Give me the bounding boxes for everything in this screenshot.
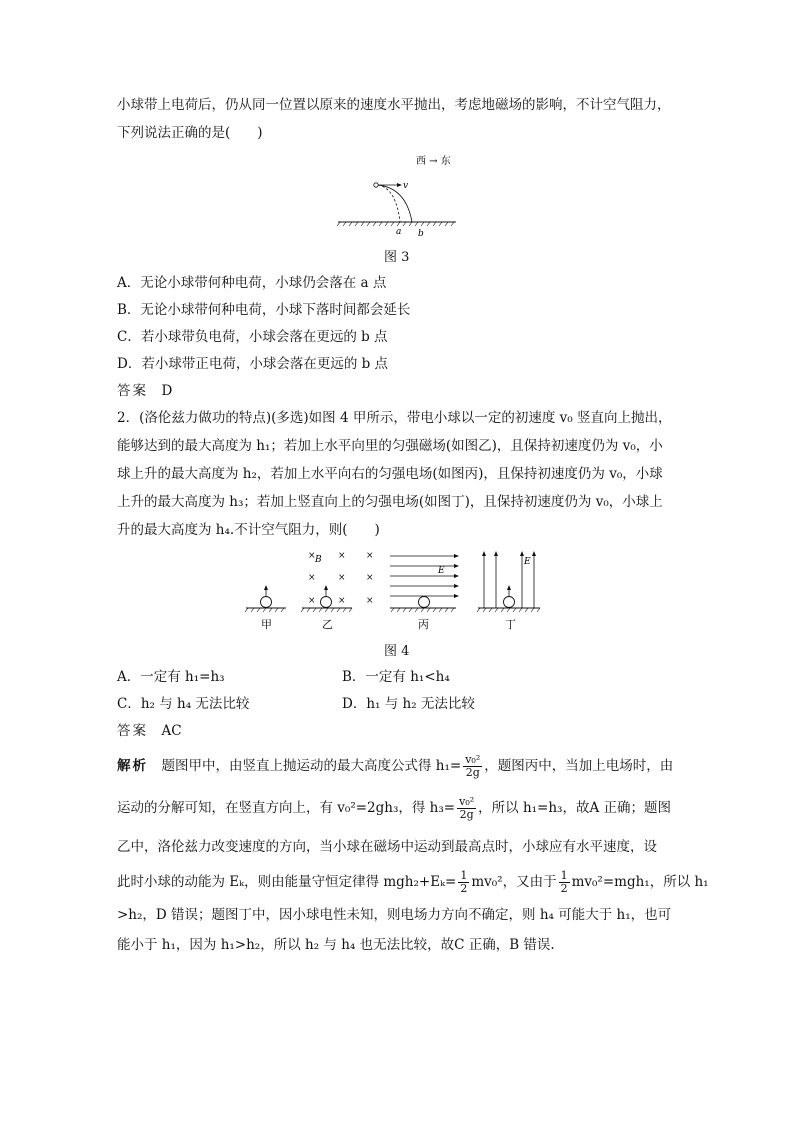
analysis-line-6: 能小于 h₁，因为 h₁>h₂，所以 h₂ 与 h₄ 也无法比较，故C 正确，B 错误. <box>117 937 555 953</box>
svg-text:×: × <box>338 551 346 561</box>
velocity-label: v <box>403 181 409 191</box>
fraction-numerator: 1 <box>460 869 468 882</box>
label-bing: 丙 <box>418 618 429 631</box>
q2-stem-line-2: 能够达到的最大高度为 h₁；若加上水平向里的匀强磁场(如图乙)，且保持初速度仍为 v₀，小 <box>117 438 663 454</box>
answer-value: AC <box>161 723 182 739</box>
analysis-text: 运动的分解可知，在竖直方向上，有 v₀²=2gh₃，得 h₃= <box>117 800 456 816</box>
analysis-text: ，题图丙中，当加上电场时，由 <box>484 758 674 774</box>
q1-answer <box>117 382 172 400</box>
q1-stem-line-1: 小球带上电荷后，仍从同一位置以原来的速度水平抛出，考虑地磁场的影响，不计空气阻力， <box>117 97 671 113</box>
svg-text:×: × <box>366 551 374 561</box>
analysis-line-4 <box>117 870 709 895</box>
fraction <box>463 754 482 779</box>
label-ding: 丁 <box>505 618 516 631</box>
analysis-line-3: 乙中，洛伦兹力改变速度的方向，当小球在磁场中运动到最高点时，小球应有水平速度，设 <box>117 839 657 855</box>
q2-option-a: A．一定有 h₁=h₃ <box>117 669 225 685</box>
fraction-numerator: v₀² <box>459 795 475 808</box>
fraction <box>457 796 476 821</box>
direction-label: 西 → 东 <box>416 156 451 167</box>
analysis-text: mv₀²，又由于 <box>471 874 557 890</box>
q2-stem-line-3: 球上升的最大高度为 h₂，若加上水平向右的匀强电场(如图丙)，且保持初速度仍为 v₀，小球 <box>117 466 663 482</box>
point-a-label: a <box>396 227 402 237</box>
analysis-line-5: >h₂，D 错误；题图丁中，因小球电性未知，则电场力方向不确定，则 h₄ 可能大于 h₁，也可 <box>117 907 672 923</box>
q2-answer <box>117 722 182 740</box>
q1-option-c: C．若小球带负电荷，小球会落在更远的 b 点 <box>117 329 388 345</box>
e-field-label-ding: E <box>524 557 531 567</box>
e-field-label-bing: E <box>438 566 445 576</box>
panel-ding <box>477 551 540 631</box>
svg-text:×: × <box>338 596 346 606</box>
svg-text:×: × <box>308 573 316 583</box>
figure-3-caption: 图 3 <box>384 250 410 265</box>
svg-text:×: × <box>338 573 346 583</box>
q2-option-c: C．h₂ 与 h₄ 无法比较 <box>117 696 250 712</box>
q1-option-b: B．无论小球带何种电荷，小球下落时间都会延长 <box>117 302 411 318</box>
fraction-denominator: 2g <box>465 766 480 779</box>
figure-4-caption: 图 4 <box>384 644 410 659</box>
label-yi: 乙 <box>322 618 333 631</box>
ball <box>374 183 378 187</box>
figure-4 <box>240 546 560 636</box>
q2-option-d: D．h₁ 与 h₂ 无法比较 <box>342 696 475 712</box>
svg-text:×: × <box>366 596 374 606</box>
analysis-text: mv₀²=mgh₁，所以 h₁ <box>571 874 709 890</box>
point-b-label: b <box>418 229 424 239</box>
fraction-denominator: 2 <box>460 882 468 895</box>
fraction-denominator: 2 <box>560 882 568 895</box>
analysis-text: ，所以 h₁=h₃，故A 正确；题图 <box>478 800 672 816</box>
svg-text:×: × <box>366 573 374 583</box>
label-jia: 甲 <box>261 618 272 631</box>
analysis-text: 此时小球的动能为 Eₖ，则由能量守恒定律得 mgh₂+Eₖ= <box>117 874 457 890</box>
q1-stem-line-2: 下列说法正确的是( ) <box>117 125 263 141</box>
q2-stem-line-1: 2．(洛伦兹力做功的特点)(多选)如图 4 甲所示，带电小球以一定的初速度 v₀ 竖直向上抛出， <box>117 410 672 426</box>
fraction <box>458 870 469 895</box>
fraction-denominator: 2g <box>459 808 474 821</box>
panel-yi <box>301 551 374 631</box>
panel-jia <box>245 585 286 631</box>
svg-text:×: × <box>308 596 316 606</box>
trajectory-a <box>378 185 400 222</box>
fraction-numerator: 1 <box>560 869 568 882</box>
svg-text:×: × <box>308 551 316 561</box>
q2-stem-line-5: 升的最大高度为 h₄.不计空气阻力，则( ) <box>117 522 380 538</box>
analysis-text: 题图甲中，由竖直上抛运动的最大高度公式得 h₁= <box>161 758 462 774</box>
q1-option-d: D．若小球带正电荷，小球会落在更远的 b 点 <box>117 356 389 372</box>
answer-label: 答案 <box>117 723 148 739</box>
b-field-label: B <box>315 555 322 565</box>
q2-stem-line-4: 上升的最大高度为 h₃；若加上竖直向上的匀强电场(如图丁)，且保持初速度仍为 v₀，小球上 <box>117 494 663 510</box>
analysis-label: 解析 <box>117 758 148 774</box>
answer-value: D <box>161 383 173 399</box>
fraction-numerator: v₀² <box>465 753 481 766</box>
answer-label: 答案 <box>117 383 148 399</box>
q1-option-a: A．无论小球带何种电荷，小球仍会落在 a 点 <box>117 275 387 291</box>
panel-bing <box>390 554 459 631</box>
analysis-line-2 <box>117 796 671 821</box>
analysis-line-1 <box>117 754 673 779</box>
figure-3 <box>330 150 470 240</box>
fraction <box>559 870 570 895</box>
q2-option-b: B．一定有 h₁<h₄ <box>342 669 450 685</box>
ground-hatch <box>337 222 454 226</box>
